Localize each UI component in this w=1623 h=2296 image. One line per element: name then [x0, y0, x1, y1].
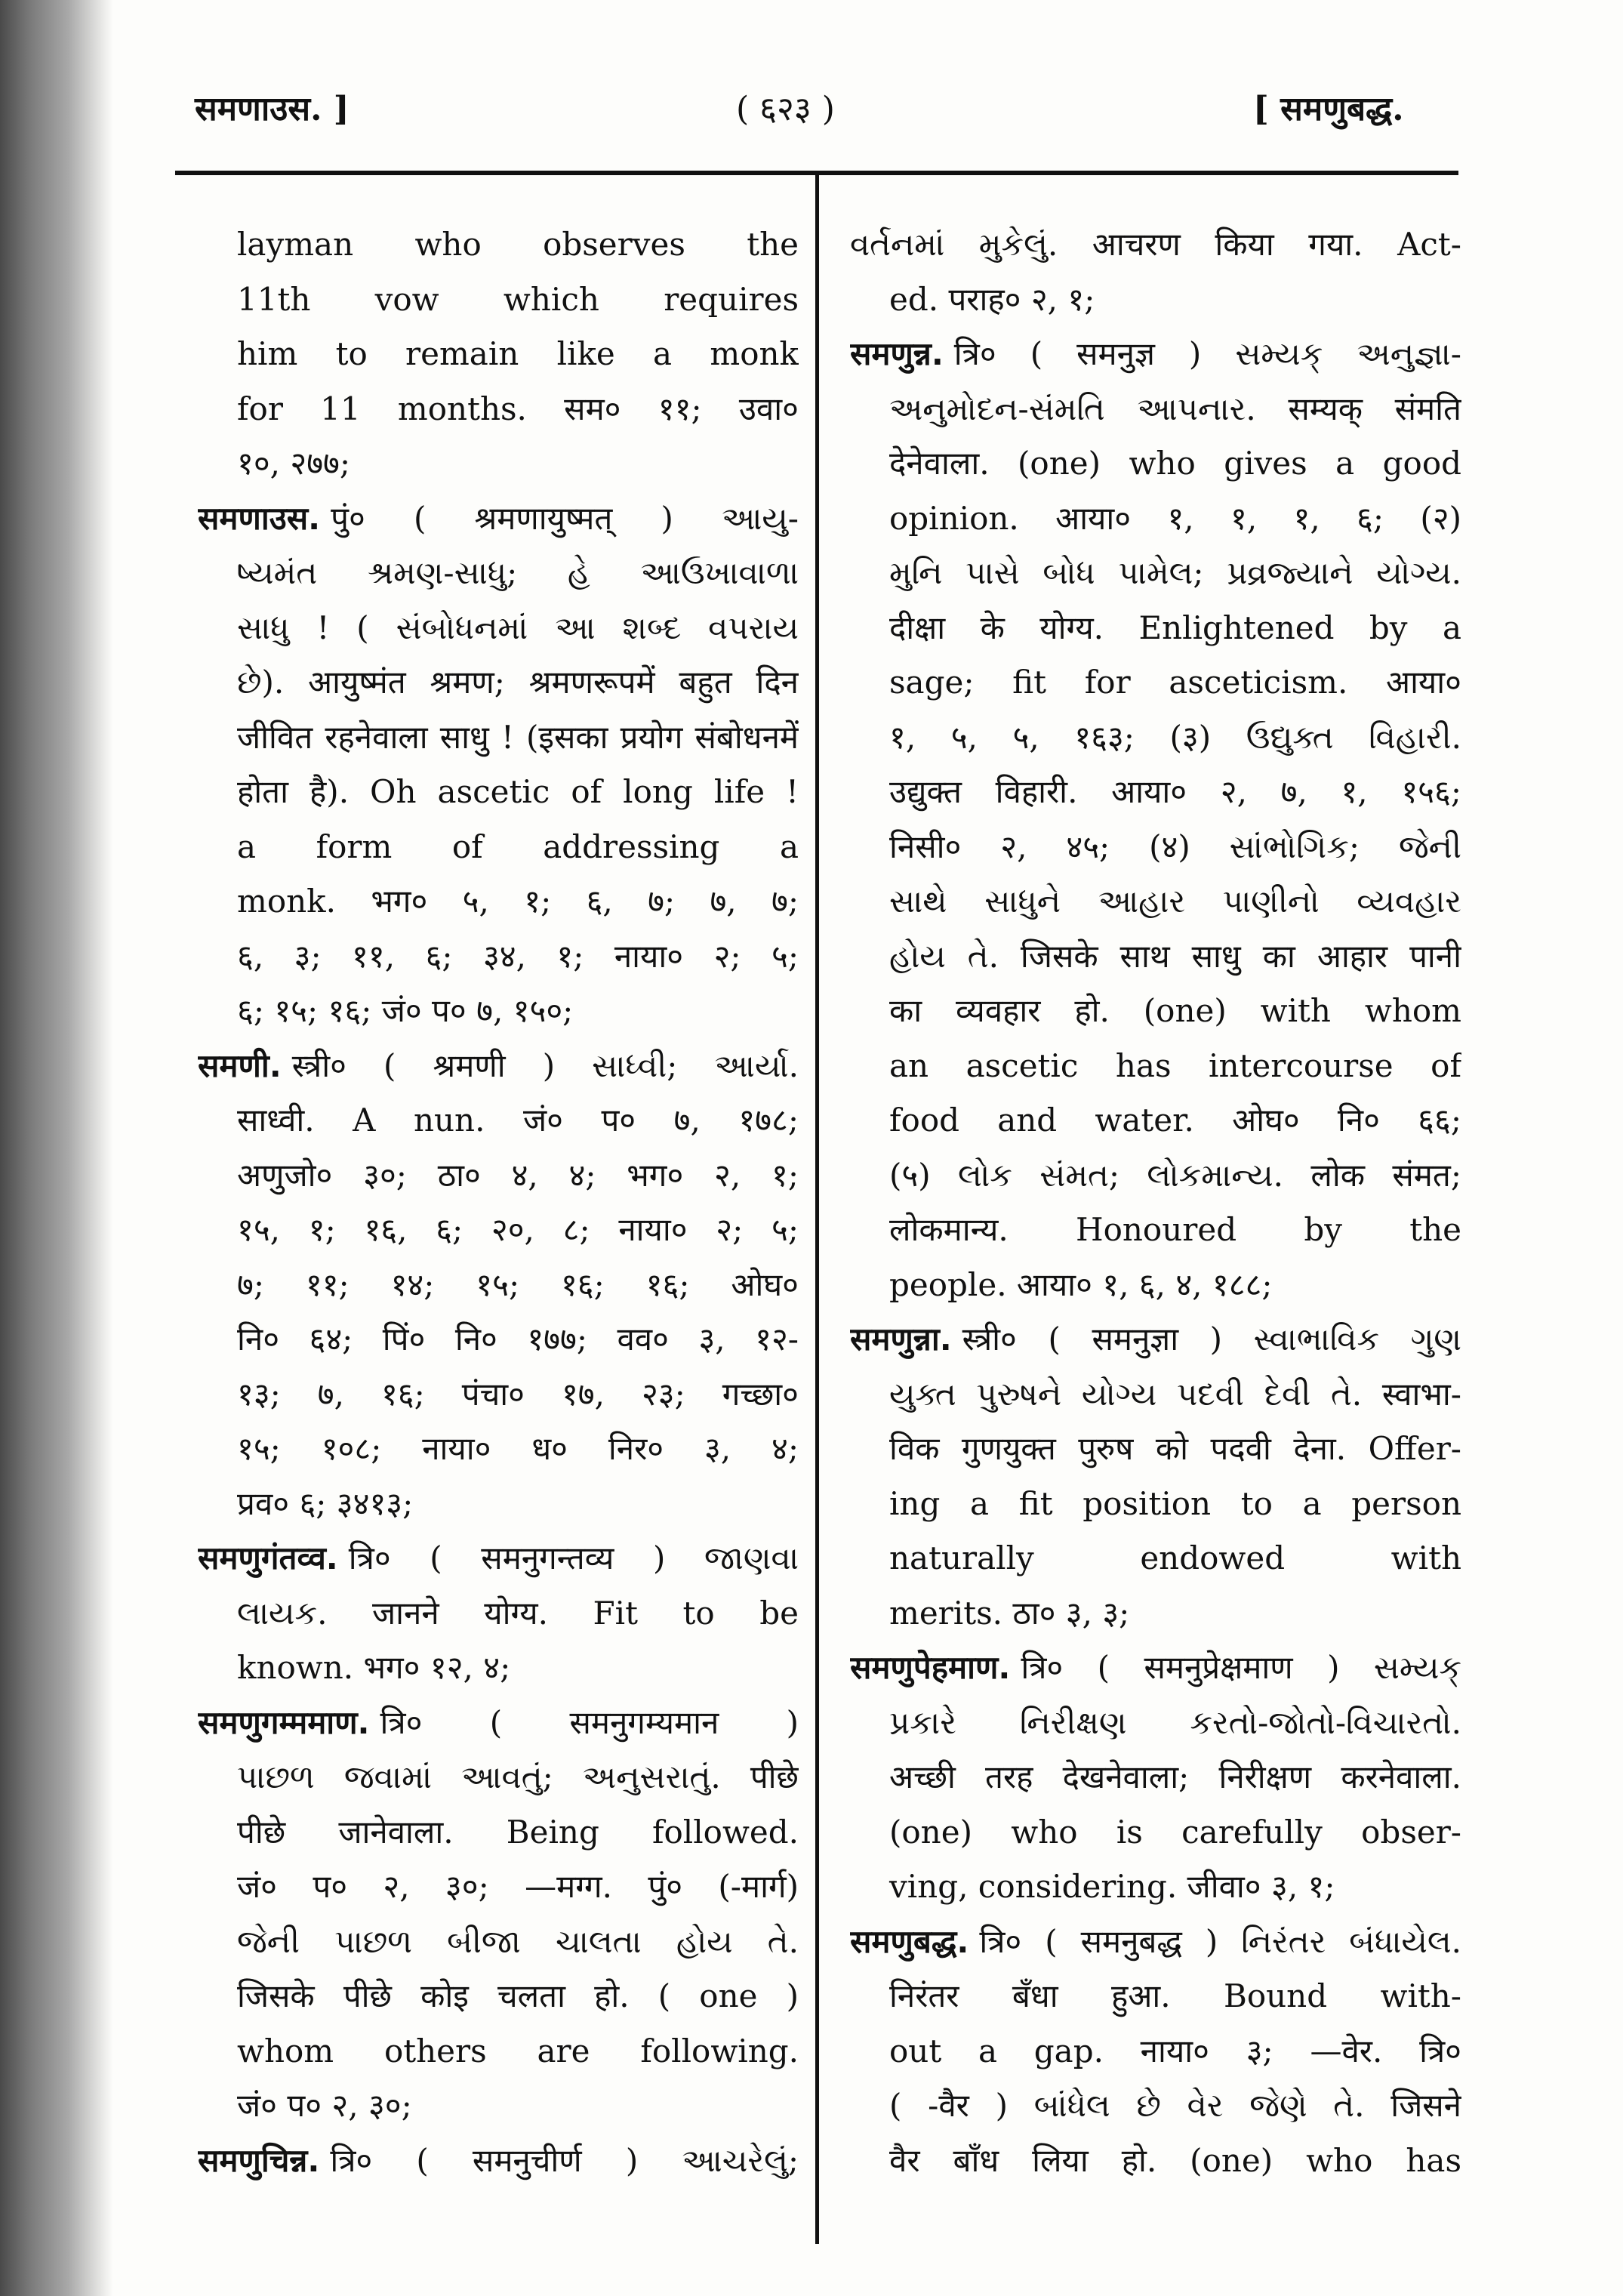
line-text: त्रि० ( समनुचीर्ण ) આચરેલું; — [330, 2141, 799, 2179]
entry-line — [198, 1093, 799, 1148]
line-text: sage; fit for asceticism. आया० — [889, 664, 1461, 701]
entry-line — [198, 929, 799, 985]
entry-line — [198, 2079, 799, 2134]
line-text: (one) who is carefully obser- — [889, 1813, 1461, 1851]
headword: समणुचिन्न. — [198, 2141, 320, 2179]
entry-line — [198, 327, 799, 382]
line-text: त्रि० ( समनुगन्तव्य ) જાણવા — [348, 1539, 799, 1576]
line-text: known. भग० १२, ४; — [237, 1649, 511, 1686]
line-text: नि० ६४; पिं० नि० १७७; वव० ३, १२- — [237, 1321, 799, 1358]
line-text: whom others are following. — [237, 2032, 799, 2069]
entry-headword-line — [198, 2134, 799, 2189]
line-text: ६, ३; ११, ६; ३४, १; नाया० २; ५; — [237, 937, 799, 975]
entry-headword-line — [850, 1915, 1461, 1970]
line-text: त्रि० ( समनुप्रेक्षमाण ) સમ્યક્ — [1021, 1649, 1461, 1686]
line-text: का व्यवहार हो. (one) with whom — [889, 992, 1461, 1029]
entry-line — [850, 273, 1461, 328]
line-text: स्त्री० ( श्रमणी ) સાધ્વી; આર્યા. — [291, 1046, 799, 1084]
line-text: अच्छी तरह देखनेवाला; निरीक्षण करनेवाला. — [889, 1758, 1461, 1795]
entry-line — [198, 655, 799, 710]
line-text: સાધુ ! ( સંબોધનમાં આ શબ્દ વપરાય — [237, 609, 799, 646]
entry-line — [198, 217, 799, 273]
line-text: ed. पराह० २, १; — [889, 280, 1095, 318]
line-text: યુક્ત પુરુષને યોગ્ય પદવી દેવી તે. स्वाभा- — [889, 1375, 1461, 1413]
line-text: સાથે સાધુને આહાર પાણીનો વ્યવહાર — [889, 883, 1461, 920]
line-text: ७; ११; १४; १५; १६; १६; ओघ० — [237, 1265, 799, 1303]
line-text: जं० प० २, ३०; —मग्ग. पुं० (-मार्ग) — [237, 1868, 799, 1905]
entry-line — [850, 436, 1461, 492]
entry-line — [850, 1750, 1461, 1805]
entry-line — [198, 1915, 799, 1970]
entry-line — [850, 1969, 1461, 2024]
line-text: ing a fit position to a person — [889, 1484, 1461, 1522]
entry-line — [198, 273, 799, 328]
entry-line — [198, 1312, 799, 1367]
line-text: देनेवाला. (one) who gives a good — [889, 445, 1461, 482]
entry-line — [850, 929, 1461, 985]
line-text: પાછળ જવામાં આવતું; અનુસરાતું. पीछे — [237, 1758, 799, 1795]
headword: समणुन्न. — [850, 335, 944, 372]
line-text: जिसके पीछे कोइ चलता हो. ( one ) — [237, 1977, 799, 2014]
line-text: people. आया० १, ६, ४, १८८; — [889, 1265, 1273, 1303]
column-divider — [815, 175, 819, 2244]
headword: समणुन्ना. — [850, 1321, 952, 1358]
entry-headword-line — [850, 1312, 1461, 1367]
entry-line — [198, 546, 799, 601]
entry-headword-line — [850, 327, 1461, 382]
line-text: 11th vow which requires — [237, 280, 799, 318]
entry-headword-line — [850, 1641, 1461, 1696]
entry-headword-line — [198, 1039, 799, 1094]
entry-line — [850, 492, 1461, 547]
entry-line — [198, 1203, 799, 1258]
entry-line — [198, 820, 799, 875]
entry-line — [850, 1477, 1461, 1532]
entry-line — [850, 546, 1461, 601]
entry-line — [850, 1586, 1461, 1641]
line-text: लोकमान्य. Honoured by the — [889, 1211, 1461, 1248]
entry-line — [850, 1422, 1461, 1477]
entry-line — [850, 601, 1461, 656]
line-text: दीक्षा के योग्य. Enlightened by a — [889, 609, 1461, 646]
line-text: उद्युक्त विहारी. आया० २, ७, १, १५६; — [889, 773, 1461, 810]
entry-line — [198, 1258, 799, 1313]
entry-line — [198, 1586, 799, 1641]
entry-line — [198, 1367, 799, 1422]
line-text: him to remain like a monk — [237, 335, 799, 372]
line-text: १०, २७७; — [237, 445, 351, 482]
entry-line — [850, 1203, 1461, 1258]
entry-line — [850, 1148, 1461, 1203]
entry-line — [198, 874, 799, 929]
line-text: હોય તે. जिसके साथ साधु का आहार पानी — [889, 937, 1461, 975]
line-text: विक गुणयुक्त पुरुष को पदवी देना. Offer- — [889, 1430, 1461, 1467]
line-text: १, ५, ५, १६३; (३) ઉદ્યુક્ત વિહારી. — [889, 718, 1461, 756]
entry-headword-line — [198, 1696, 799, 1751]
line-text: (५) લોક સંમત; લોકમાન્ય. लोक संमत; — [889, 1156, 1461, 1194]
entry-line — [198, 1805, 799, 1860]
entry-line — [850, 1039, 1461, 1094]
entry-line — [850, 765, 1461, 820]
line-text: १५; १०८; नाया० ध० निर० ३, ४; — [237, 1430, 799, 1467]
line-text: naturally endowed with — [889, 1539, 1461, 1576]
line-text: साध्वी. A nun. जं० प० ७, १७८; — [237, 1102, 799, 1139]
line-text: स्त्री० ( समनुज्ञा ) સ્વાભાવિક ગુણ — [962, 1321, 1461, 1358]
entry-line — [850, 984, 1461, 1039]
entry-line — [850, 710, 1461, 766]
line-text: an ascetic has intercourse of — [889, 1046, 1461, 1084]
entry-line — [850, 874, 1461, 929]
line-text: प्रव० ६; ३४१३; — [237, 1484, 414, 1522]
line-text: ષ્યમંત શ્રમણ-સાધુ; હે આઉખાવાળા — [237, 554, 799, 591]
entry-line — [850, 820, 1461, 875]
line-text: a form of addressing a — [237, 827, 799, 865]
entry-line — [198, 1641, 799, 1696]
running-head-right: [ समणुबद्ध. — [1253, 90, 1404, 128]
running-head-left: समणाउस. ] — [195, 90, 350, 128]
entry-line — [850, 1367, 1461, 1422]
line-text: opinion. आया० १, १, १, ६; (२) — [889, 499, 1461, 537]
line-text: ving, considering. जीवा० ३, १; — [889, 1868, 1335, 1905]
line-text: त्रि० ( समनुज्ञ ) સમ્યક્ અનુજ્ઞા- — [953, 335, 1461, 372]
line-text: १५, १; १६, ६; २०, ८; नाया० २; ५; — [237, 1211, 799, 1248]
headword: समणुगंतव्व. — [198, 1539, 338, 1576]
line-text: त्रि० ( समनुगम्यमान ) — [380, 1703, 799, 1741]
entry-line — [198, 984, 799, 1039]
line-text: વર્તનમાં મુકેલું. आचरण किया गया. Act- — [850, 226, 1461, 263]
line-text: food and water. ओघ० नि० ६६; — [889, 1102, 1461, 1139]
entry-line — [198, 436, 799, 492]
line-text: monk. भग० ५, १; ६, ७; ७, ७; — [237, 883, 799, 920]
entry-line — [198, 601, 799, 656]
entry-line — [850, 1531, 1461, 1586]
line-text: जं० प० २, ३०; — [237, 2087, 412, 2124]
line-text: त्रि० ( समनुबद्ध ) નિરંતર બંધાયેલ. — [979, 1922, 1461, 1960]
entry-line — [198, 710, 799, 766]
entry-line — [850, 2079, 1461, 2134]
line-text: निरंतर बँधा हुआ. Bound with- — [889, 1977, 1461, 2014]
line-text: ६; १५; १६; जं० प० ७, १५०; — [237, 992, 574, 1029]
entry-line — [850, 1696, 1461, 1751]
page-number: ( ६२३ ) — [736, 90, 835, 128]
line-text: वैर बाँध लिया हो. (one) who has — [889, 2141, 1461, 2179]
entry-line — [198, 1969, 799, 2024]
entry-line — [850, 1805, 1461, 1860]
scan-binding-shadow — [0, 0, 113, 2296]
headword: समणी. — [198, 1046, 282, 1084]
line-text: out a gap. नाया० ३; —वेर. त्रि० — [889, 2032, 1461, 2069]
entry-line — [198, 1750, 799, 1805]
entry-line — [198, 1422, 799, 1477]
entry-line — [850, 382, 1461, 437]
right-column — [850, 217, 1461, 2188]
line-text: અનુમોદન-સંમતિ આપનાર. सम्यक् संमति — [889, 390, 1461, 427]
headword: समणुबद्ध. — [850, 1922, 969, 1960]
line-text: જેની પાછળ બીજા ચાલતા હોય તે. — [237, 1922, 799, 1960]
entry-headword-line — [198, 492, 799, 547]
entry-line — [198, 1860, 799, 1915]
entry-headword-line — [198, 1531, 799, 1586]
line-text: ( -वैर ) બાંધેલ છે વેર જેણે તે. जिसने — [889, 2087, 1461, 2124]
entry-line — [850, 1860, 1461, 1915]
entry-line — [850, 1093, 1461, 1148]
headword: समणुगम्ममाण. — [198, 1703, 370, 1741]
line-text: १३; ७, १६; पंचा० १७, २३; गच्छा० — [237, 1375, 799, 1413]
entry-line — [198, 2024, 799, 2079]
line-text: પ્રકારે નિરીક્ષણ કરતો-જોતો-વિચારતો. — [889, 1703, 1461, 1741]
line-text: layman who observes the — [237, 226, 799, 263]
entry-line — [850, 2134, 1461, 2189]
line-text: पीछे जानेवाला. Being followed. — [237, 1813, 799, 1851]
left-column — [198, 217, 799, 2188]
entry-line — [850, 655, 1461, 710]
line-text: होता है). Oh ascetic of long life ! — [237, 773, 799, 810]
line-text: जीवित रहनेवाला साधु ! (इसका प्रयोग संबोधनमें — [237, 718, 799, 756]
line-text: पुं० ( श्रमणायुष्मत् ) આયુ- — [331, 499, 799, 537]
line-text: for 11 months. सम० ११; उवा० — [237, 390, 799, 427]
entry-line — [198, 1477, 799, 1532]
entry-line — [198, 382, 799, 437]
headword: समणुपेहमाण. — [850, 1649, 1011, 1686]
entry-line — [198, 1148, 799, 1203]
line-text: લાયક. जानने योग्य. Fit to be — [237, 1594, 799, 1632]
line-text: merits. ठा० ३, ३; — [889, 1594, 1130, 1632]
entry-line — [850, 2024, 1461, 2079]
line-text: अणुजो० ३०; ठा० ४, ४; भग० २, १; — [237, 1156, 799, 1194]
line-text: निसी० २, ४५; (४) સાંભોગિક; જેની — [889, 827, 1461, 865]
entry-line — [850, 1258, 1461, 1313]
headword: समणाउस. — [198, 499, 321, 537]
entry-line — [850, 217, 1461, 273]
line-text: છે). आयुष्मंत श्रमण; श्रमणरूपमें बहुत दिन — [237, 664, 799, 701]
entry-line — [198, 765, 799, 820]
line-text: મુનિ પાસે બોધ પામેલ; પ્રવ્રજ્યાને યોગ્ય. — [889, 554, 1461, 591]
